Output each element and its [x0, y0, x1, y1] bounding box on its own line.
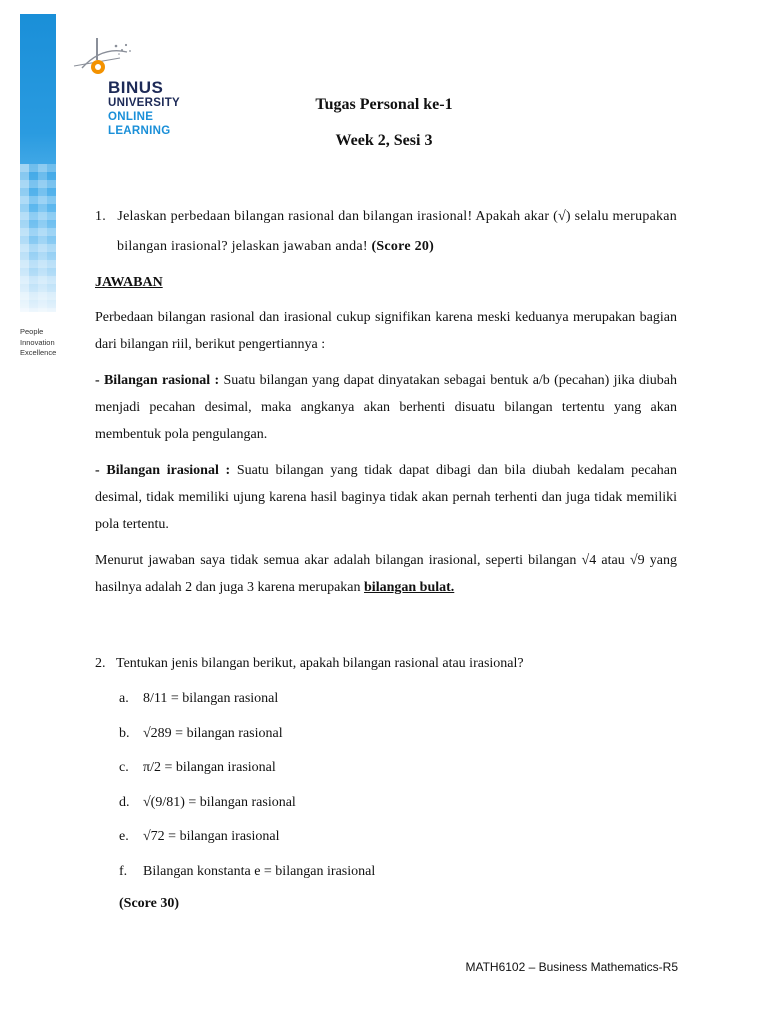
answer-conclusion: [95, 547, 677, 601]
tagline-innovation: Innovation: [20, 337, 55, 347]
option-item: [119, 824, 677, 859]
tagline-people: People: [20, 327, 44, 336]
tagline: [20, 327, 56, 359]
question-2-options: [95, 686, 677, 893]
question-2-text: Tentukan jenis bilangan berikut, apakah bilangan rasional atau irasional?: [116, 656, 524, 671]
option-label: c.: [119, 760, 129, 775]
answer-intro: Perbedaan bilangan rasional dan irasional cukup signifikan karena meski keduanya merupakan bagian dari bilangan riil, berikut pengertiannya :: [95, 310, 677, 352]
option-item: [119, 790, 677, 825]
option-item: [119, 686, 677, 721]
logo-university: UNIVERSITY: [108, 97, 181, 109]
option-text: √289 = bilangan rasional: [143, 725, 283, 741]
option-item: [119, 755, 677, 790]
conclusion-text: Menurut jawaban saya tidak semua akar adalah bilangan irasional, seperti bilangan √4 atau √9 yang hasilnya adalah 2 dan juga 3 karena merupakan: [95, 553, 677, 595]
answer-heading: JAWABAN: [95, 275, 163, 290]
binus-logo: [72, 38, 187, 142]
option-text: Bilangan konstanta e = bilangan irasional: [143, 863, 376, 879]
answer-irasional: [95, 457, 677, 538]
option-label: f.: [119, 863, 128, 879]
option-text: √72 = bilangan irasional: [143, 829, 280, 844]
option-text: π/2 = bilangan irasional: [143, 760, 276, 775]
rasional-label: - Bilangan rasional :: [95, 373, 220, 388]
question-1-number: 1.: [95, 209, 106, 224]
option-label: b.: [119, 725, 130, 741]
tagline-excellence: Excellence: [20, 348, 57, 357]
option-item: [119, 721, 677, 756]
irasional-label: - Bilangan irasional :: [95, 463, 231, 478]
logo-learning: LEARNING: [108, 125, 171, 137]
option-label: a.: [119, 691, 129, 706]
document-title: Tugas Personal ke-1: [315, 96, 453, 113]
document-body: [95, 202, 677, 917]
question-2-number: 2.: [95, 656, 106, 671]
side-decorative-strip: [20, 14, 56, 312]
rasional-text: Suatu bilangan yang dapat dinyatakan sebagai bentuk a/b (pecahan) jika diubah menjadi pecahan desimal, maka angkanya akan berhenti disuatu bilangan tertentu yang akan membentuk pola pengulangan.: [95, 373, 677, 442]
option-label: d.: [119, 794, 130, 810]
irasional-text: Suatu bilangan yang tidak dapat dibagi dan bila diubah kedalam pecahan desimal, tidak memiliki ujung karena hasil baginya tidak akan pernah terhenti dan juga tidak memiliki pola tertentu.: [95, 463, 677, 532]
question-1-score: (Score 20): [371, 239, 434, 254]
conclusion-emphasis: bilangan bulat.: [364, 580, 455, 595]
footer-course: MATH6102 – Business Mathematics-R5: [465, 960, 678, 974]
question-1: [95, 202, 677, 262]
answer-rasional: [95, 367, 677, 448]
option-label: e.: [119, 829, 129, 844]
question-2-score: (Score 30): [119, 896, 179, 911]
document-subtitle: Week 2, Sesi 3: [335, 132, 433, 149]
question-2: [95, 651, 677, 677]
logo-online: ONLINE: [108, 111, 154, 123]
question-1-text: Jelaskan perbedaan bilangan rasional dan bilangan irasional! Apakah akar (√) selalu merupakan bilangan irasional? jelaskan jawaban anda!: [117, 209, 678, 254]
logo-binus: BINUS: [108, 78, 164, 97]
option-text: 8/11 = bilangan rasional: [143, 691, 279, 706]
option-text: √(9/81) = bilangan rasional: [143, 794, 296, 810]
option-item: [119, 859, 677, 894]
strip-mosaic-pattern: [20, 164, 56, 312]
